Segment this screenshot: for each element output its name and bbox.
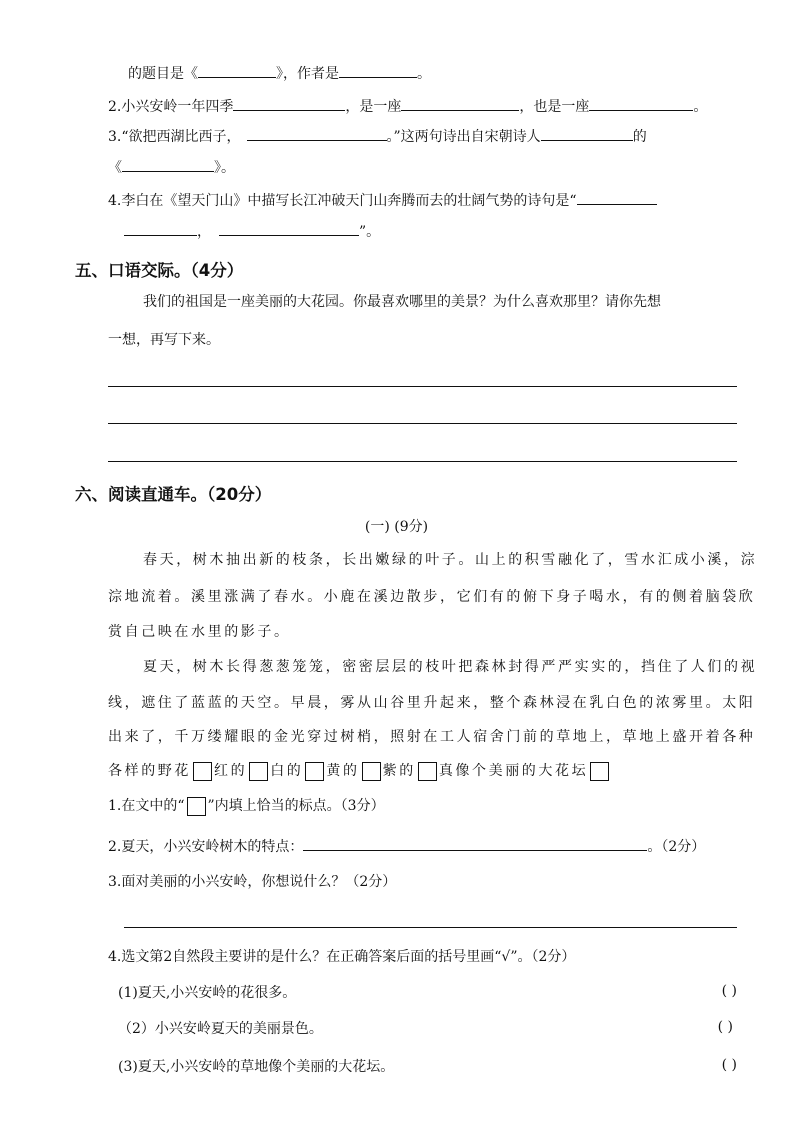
text: 2.小兴安岭一年四季	[108, 99, 234, 115]
text: 。	[693, 99, 708, 115]
text: ，也是一座	[519, 99, 590, 115]
section-6-heading: 六、阅读直通车。（20分）	[75, 485, 272, 504]
text: ”。	[359, 224, 381, 240]
text: ”内填上恰当的标点。（3分）	[207, 798, 385, 814]
passage-line: 淙地流着。溪里涨满了春水。小鹿在溪边散步，它们有的俯下身子喝水，有的侧着脑袋欣	[108, 589, 756, 605]
question-4-cont	[124, 220, 380, 242]
text: 4.李白在《望天门山》中描写长江冲破天门山奔腾而去的壮阔气势的诗句是“	[108, 193, 577, 209]
writing-line[interactable]	[108, 423, 737, 424]
answer-blank[interactable]	[541, 125, 633, 141]
answer-blank[interactable]	[198, 62, 276, 78]
answer-parentheses[interactable]: ( )	[721, 1057, 737, 1073]
answer-blank[interactable]	[401, 95, 519, 111]
fill-line-1	[128, 62, 431, 84]
answer-blank[interactable]	[219, 220, 359, 236]
answer-blank[interactable]	[303, 835, 647, 851]
text: 3.“欲把西湖比西子，	[108, 129, 241, 145]
box-symbol	[187, 797, 206, 816]
reading-question-3: 3.面对美丽的小兴安岭，你想说什么？（2分）	[108, 874, 397, 890]
text: 》。	[214, 160, 235, 176]
reading-question-4: 4.选文第2自然段主要讲的是什么？在正确答案后面的括号里画“√”。（2分）	[108, 949, 576, 965]
text: 红的	[214, 763, 248, 779]
answer-parentheses[interactable]: ( )	[721, 983, 737, 999]
section-5-heading: 五、口语交际。（4分）	[75, 261, 244, 280]
question-4	[108, 189, 657, 211]
option-3: (3)夏天,小兴安岭的草地像个美丽的大花坛。	[118, 1059, 395, 1075]
question-2	[108, 95, 707, 117]
text: ，是一座	[345, 99, 402, 115]
passage-line: 春天，树木抽出新的枝条，长出嫩绿的叶子。山上的积雪融化了，雪水汇成小溪，淙	[143, 552, 758, 568]
punctuation-box[interactable]	[305, 762, 324, 781]
answer-blank[interactable]	[247, 125, 387, 141]
passage-line	[108, 761, 611, 781]
prompt-text: 一想，再写下来。	[108, 332, 220, 348]
text: 白的	[270, 763, 304, 779]
text: 2.夏天，小兴安岭树木的特点：	[108, 839, 304, 855]
question-3	[108, 125, 647, 147]
question-3-cont	[108, 156, 235, 178]
text: 的题目是《	[128, 66, 198, 82]
text: 真像个美丽的大花坛	[438, 763, 589, 779]
passage-line: 夏天，树木长得葱葱笼笼，密密层层的枝叶把森林封得严严实实的，挡住了人们的视	[143, 659, 758, 675]
text: 的	[632, 129, 647, 145]
passage-line: 线，遮住了蓝蓝的天空。早晨，雾从山谷里升起来，整个森林浸在乳白色的浓雾里。太阳	[108, 695, 756, 711]
text: 1.在文中的“	[108, 798, 185, 814]
answer-blank[interactable]	[124, 220, 197, 236]
text: 。（2分）	[647, 839, 706, 855]
passage-line: 出来了，千万缕耀眼的金光穿过树梢，照射在工人宿舍门前的草地上，草地上盛开着各种	[108, 729, 756, 745]
punctuation-box[interactable]	[249, 762, 268, 781]
reading-question-1	[108, 796, 385, 816]
text: 《	[108, 160, 122, 176]
text: 。”这两句诗出自宋朝诗人	[386, 129, 541, 145]
answer-blank[interactable]	[122, 156, 214, 172]
text: 》，作者是	[276, 66, 339, 82]
answer-blank[interactable]	[233, 95, 345, 111]
text: 各样的野花	[108, 763, 191, 779]
writing-line[interactable]	[108, 386, 737, 387]
punctuation-box[interactable]	[362, 762, 381, 781]
text: 黄的	[326, 763, 360, 779]
text: 紫的	[382, 763, 416, 779]
punctuation-box[interactable]	[590, 762, 609, 781]
text: 。	[417, 66, 431, 82]
punctuation-box[interactable]	[418, 762, 437, 781]
punctuation-box[interactable]	[193, 762, 212, 781]
answer-parentheses[interactable]: ( )	[717, 1019, 733, 1035]
answer-line[interactable]	[124, 927, 737, 928]
prompt-text: 我们的祖国是一座美丽的大花园。你最喜欢哪里的美景？为什么喜欢那里？请你先想	[143, 294, 661, 310]
answer-blank[interactable]	[339, 62, 417, 78]
answer-blank[interactable]	[577, 189, 657, 205]
reading-question-2	[108, 835, 705, 857]
writing-line[interactable]	[108, 461, 737, 462]
text: ，	[197, 224, 211, 240]
sub-heading: (一) (9分)	[364, 519, 429, 535]
option-1: (1)夏天,小兴安岭的花很多。	[118, 985, 297, 1001]
passage-line: 赏自己映在水里的影子。	[108, 624, 291, 640]
answer-blank[interactable]	[589, 95, 693, 111]
option-2: （2）小兴安岭夏天的美丽景色。	[118, 1021, 323, 1037]
